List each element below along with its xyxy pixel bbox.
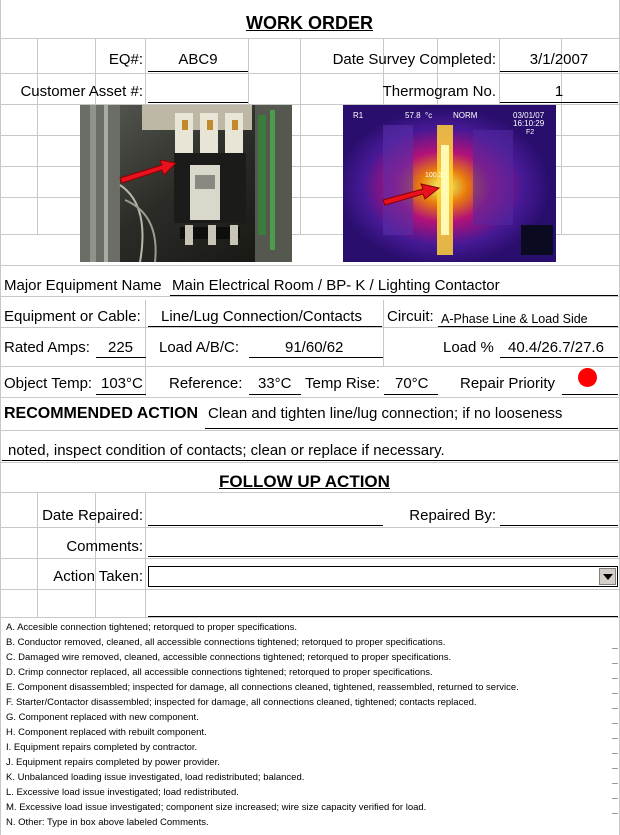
object-temp-value[interactable]: 103°C xyxy=(101,375,143,392)
customer-asset-label: Customer Asset #: xyxy=(20,83,143,100)
repaired-by-underline xyxy=(500,525,618,526)
action-code-item: C. Damaged wire removed, cleaned, accessible connections tightened; retorqued to proper specifications. xyxy=(6,652,452,663)
comments-underline xyxy=(148,556,618,557)
action-code-item: G. Component replaced with new component. xyxy=(6,712,199,723)
rated-amps-underline xyxy=(96,357,146,358)
divider xyxy=(612,738,618,739)
chevron-down-icon[interactable] xyxy=(599,568,616,585)
divider xyxy=(612,813,618,814)
date-survey-label: Date Survey Completed: xyxy=(332,51,496,68)
comments-label: Comments: xyxy=(66,538,143,555)
load-pct-value[interactable]: 40.4/26.7/27.6 xyxy=(508,339,604,356)
page-title: WORK ORDER xyxy=(246,13,373,33)
thermal-mode: NORM xyxy=(453,111,478,120)
circuit-underline xyxy=(438,326,618,327)
eq-value[interactable]: ABC9 xyxy=(178,51,218,68)
gridline xyxy=(0,397,620,398)
recommended-action-line2[interactable]: noted, inspect condition of contacts; clean or replace if necessary. xyxy=(8,442,445,459)
temp-rise-underline xyxy=(384,394,438,395)
gridline xyxy=(0,462,620,463)
gridline xyxy=(0,430,620,431)
temp-rise-label: Temp Rise: xyxy=(305,375,381,392)
gridline xyxy=(0,265,620,266)
action-code-item: I. Equipment repairs completed by contractor. xyxy=(6,742,198,753)
repair-priority-indicator xyxy=(578,368,597,387)
action-code-item: N. Other: Type in box above labeled Comments. xyxy=(6,817,209,828)
action-code-item: M. Excessive load issue investigated; component size increased; wire size capacity verified for load. xyxy=(6,802,427,813)
action-code-item: B. Conductor removed, cleaned, all accessible connections tightened; retorqued to proper specifications. xyxy=(6,637,446,648)
thermogram-label: Thermogram No. xyxy=(382,83,496,100)
action-code-item: K. Unbalanced loading issue investigated, load redistributed; balanced. xyxy=(6,772,305,783)
gridline xyxy=(0,38,620,39)
thermogram-value[interactable]: 1 xyxy=(554,83,564,100)
eq-label: EQ#: xyxy=(108,51,143,68)
circuit-value[interactable]: A-Phase Line & Load Side xyxy=(441,312,588,326)
load-abc-underline xyxy=(249,357,383,358)
equipment-cable-value[interactable]: Line/Lug Connection/Contacts xyxy=(161,308,362,325)
gridline xyxy=(37,38,38,234)
major-equipment-value[interactable]: Main Electrical Room / BP- K / Lighting Contactor xyxy=(172,277,500,294)
thermal-spot: 100.3 xyxy=(425,172,443,179)
action-code-item: F. Starter/Contactor disassembled; inspected for damage, all connections cleaned, tightened; contacts replaced. xyxy=(6,697,477,708)
divider xyxy=(612,693,618,694)
thermogram-underline xyxy=(500,102,618,103)
gridline xyxy=(145,300,146,396)
repair-priority-label: Repair Priority xyxy=(460,375,556,392)
gridline xyxy=(0,73,620,74)
load-abc-value[interactable]: 91/60/62 xyxy=(285,339,344,356)
recommended-action-label: RECOMMENDED ACTION xyxy=(4,405,199,422)
reference-value[interactable]: 33°C xyxy=(258,375,292,392)
thermal-unit: °c xyxy=(425,111,433,120)
gridline xyxy=(383,300,384,366)
divider xyxy=(612,678,618,679)
major-equipment-label: Major Equipment Name xyxy=(4,277,162,294)
divider xyxy=(612,648,618,649)
temp-rise-value[interactable]: 70°C xyxy=(395,375,429,392)
date-repaired-underline xyxy=(148,525,383,526)
rated-amps-value[interactable]: 225 xyxy=(108,339,134,356)
divider xyxy=(612,783,618,784)
gridline xyxy=(0,558,620,559)
recommended-action-underline-1 xyxy=(205,428,618,429)
action-code-item: L. Excessive load issue investigated; load redistributed. xyxy=(6,787,239,798)
divider xyxy=(612,708,618,709)
thermal-date: 03/01/07 xyxy=(513,111,545,120)
reference-underline xyxy=(249,394,301,395)
customer-asset-underline xyxy=(148,102,248,103)
gridline xyxy=(0,296,620,297)
action-code-item: H. Component replaced with rebuilt component. xyxy=(6,727,207,738)
action-taken-underline xyxy=(148,616,618,617)
thermal-temp: 57.8 xyxy=(405,111,421,120)
gridline xyxy=(0,589,620,590)
visual-photo xyxy=(80,105,292,262)
thermal-r1: R1 xyxy=(353,111,364,120)
object-temp-underline xyxy=(96,394,146,395)
reference-label: Reference: xyxy=(169,375,243,392)
action-code-item: E. Component disassembled; inspected for damage, all connections cleaned, tightened, reassembled, returned to service. xyxy=(6,682,519,693)
gridline xyxy=(0,492,620,493)
load-pct-label: Load % xyxy=(443,339,494,356)
thermal-fn: F2 xyxy=(526,129,535,136)
gridline xyxy=(0,527,620,528)
action-code-item: D. Crimp connector replaced, all accessible connections tightened; retorqued to proper specifications. xyxy=(6,667,433,678)
equipment-cable-underline xyxy=(148,326,382,327)
rated-amps-label: Rated Amps: xyxy=(4,339,90,356)
repaired-by-label: Repaired By: xyxy=(409,507,496,524)
recommended-action-underline-2 xyxy=(2,460,618,461)
action-code-item: J. Equipment repairs completed by power provider. xyxy=(6,757,220,768)
divider xyxy=(612,768,618,769)
gridline xyxy=(0,366,620,367)
action-taken-label: Action Taken: xyxy=(53,568,143,585)
eq-underline xyxy=(148,71,248,72)
date-survey-underline xyxy=(500,71,618,72)
gridline xyxy=(145,492,146,617)
gridline xyxy=(0,617,620,618)
major-equipment-underline xyxy=(170,295,618,296)
date-survey-value[interactable]: 3/1/2007 xyxy=(529,51,589,68)
date-repaired-label: Date Repaired: xyxy=(42,507,143,524)
load-abc-label: Load A/B/C: xyxy=(159,339,240,356)
gridline xyxy=(0,0,1,835)
equipment-cable-label: Equipment or Cable: xyxy=(4,308,141,325)
recommended-action-line1[interactable]: Clean and tighten line/lug connection; if no looseness xyxy=(208,405,563,422)
follow-up-title: FOLLOW UP ACTION xyxy=(219,472,390,491)
thermal-time: 16:10:29 xyxy=(513,119,545,128)
action-code-item: A. Accesible connection tightened; retorqued to proper specifications. xyxy=(6,622,297,633)
divider xyxy=(612,723,618,724)
divider xyxy=(612,753,618,754)
object-temp-label: Object Temp: xyxy=(4,375,93,392)
circuit-label: Circuit: xyxy=(387,308,434,325)
action-taken-dropdown[interactable] xyxy=(148,566,618,587)
load-pct-underline xyxy=(500,357,618,358)
thermal-image xyxy=(343,105,556,262)
repair-priority-underline xyxy=(562,394,618,395)
divider xyxy=(612,798,618,799)
divider xyxy=(612,663,618,664)
